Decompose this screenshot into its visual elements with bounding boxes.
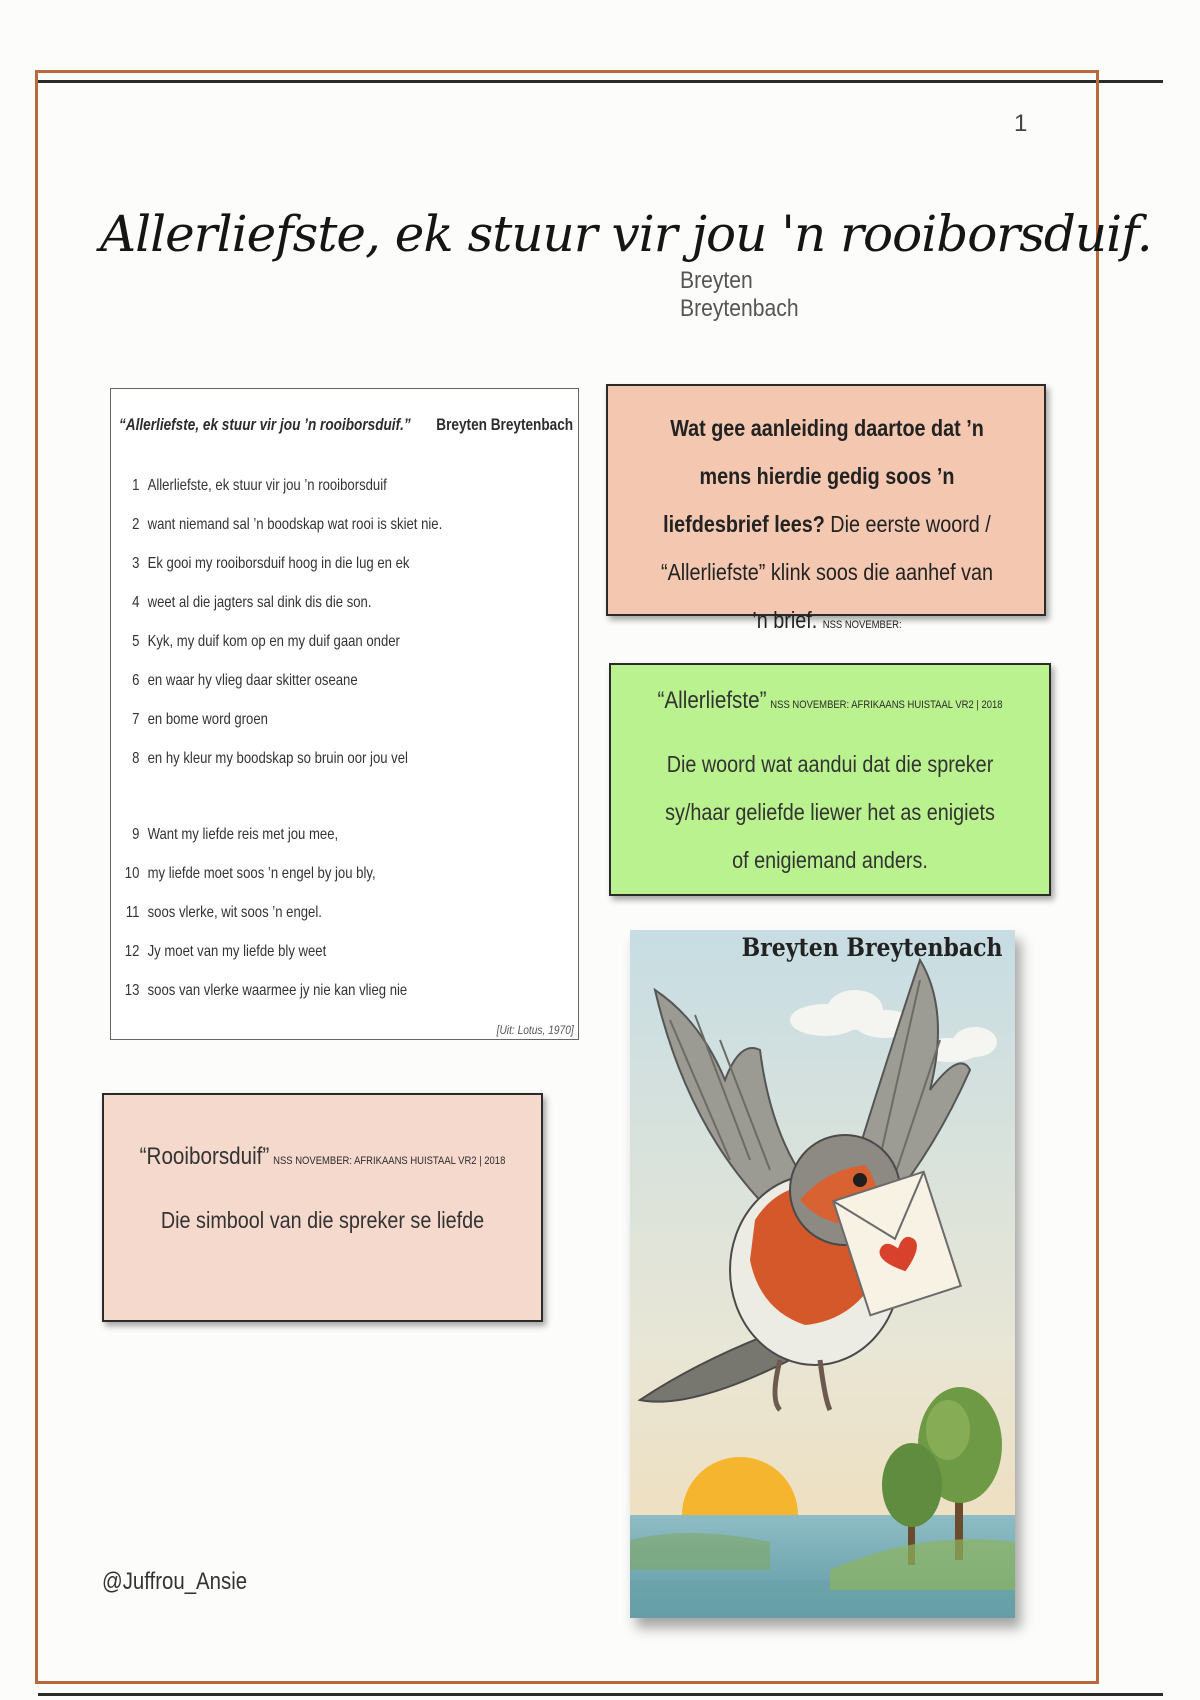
rooiborsduif-word: “Rooiborsduif”	[139, 1143, 270, 1170]
poem-line	[123, 672, 358, 690]
question-source-a: NSS NOVEMBER:	[822, 619, 902, 631]
poem-line-text: Jy moet van my liefde bly weet	[147, 943, 327, 960]
poem-line-number: 2	[132, 516, 140, 533]
poem-line-number: 9	[132, 826, 140, 843]
poem-line-number: 7	[132, 711, 140, 728]
allerliefste-card-heading	[642, 687, 1019, 715]
poem-line-number: 8	[132, 750, 140, 767]
allerliefste-source: NSS NOVEMBER: AFRIKAANS HUISTAAL VR2 | 2018	[770, 699, 1003, 711]
page-number: 1	[1014, 110, 1028, 137]
question-card-text	[651, 404, 1004, 679]
poem-line-text: Allerliefste, ek stuur vir jou ’n rooiborsduif	[147, 477, 387, 494]
poem-line	[123, 904, 322, 922]
poem-line	[123, 750, 408, 768]
allerliefste-definition: Die woord wat aandui dat die spreker sy/haar geliefde liewer het as enigiets of enigiemand anders.	[665, 751, 995, 873]
poem-line	[123, 477, 387, 495]
robin-with-letter-image	[630, 930, 1015, 1618]
illustration-caption: Breyten Breytenbach	[742, 933, 1003, 962]
poem-line-text: weet al die jagters sal dink dis die son.	[147, 594, 372, 611]
rooiborsduif-definition: Die simbool van die spreker se liefde	[160, 1207, 485, 1233]
poem-author: Breyten Breytenbach	[436, 415, 574, 434]
answer-text: Die eerste woord / “Allerliefste” klink soos die aanhef van ’n brief.	[660, 511, 994, 633]
poem-title: “Allerliefste, ek stuur vir jou ’n rooiborsduif.”	[119, 415, 411, 434]
poem-line	[123, 516, 442, 534]
poem-line	[123, 711, 268, 729]
allerliefste-word: “Allerliefste”	[657, 687, 767, 714]
author-handle: @Juffrou_Ansie	[102, 1568, 248, 1595]
rooiborsduif-source: NSS NOVEMBER: AFRIKAANS HUISTAAL VR2 | 2018	[273, 1155, 506, 1167]
rooiborsduif-card-heading	[135, 1143, 511, 1171]
poem-line	[123, 633, 400, 651]
poem-line	[123, 982, 407, 1000]
handwritten-title: Allerliefste, ek stuur vir jou 'n rooiborsduif.	[100, 205, 1152, 263]
poem-line-number: 1	[132, 477, 140, 494]
poem-line-text: soos van vlerke waarmee jy nie kan vlieg nie	[147, 982, 408, 999]
question-card	[606, 384, 1046, 633]
poem-line-number: 13	[124, 982, 140, 999]
robin-illustration	[630, 930, 1015, 1618]
poem-line-number: 6	[132, 672, 140, 689]
poem-line-number: 12	[124, 943, 140, 960]
poem-line-number: 3	[132, 555, 140, 572]
poem-line-number: 5	[132, 633, 140, 650]
poem-line-text: en bome word groen	[147, 711, 268, 728]
poem-line-text: want niemand sal ’n boodskap wat rooi is skiet nie.	[147, 516, 443, 533]
poem-line-text: en hy kleur my boodskap so bruin oor jou vel	[147, 750, 408, 767]
poem-line	[123, 943, 326, 961]
poem-line	[123, 865, 376, 883]
poem-line	[123, 826, 338, 844]
allerliefste-card	[609, 663, 1051, 896]
poem-source: [Uit: Lotus, 1970]	[496, 1023, 574, 1037]
bottom-rule	[38, 1693, 1163, 1696]
poem-header	[119, 415, 573, 435]
question-text: Wat gee aanleiding daartoe dat ’n mens hierdie gedig soos ’n liefdesbrief lees?	[663, 415, 984, 537]
poem-line-number: 10	[124, 865, 140, 882]
poem-line-text: Want my liefde reis met jou mee,	[147, 826, 339, 843]
poem-line-text: soos vlerke, wit soos ’n engel.	[147, 904, 322, 921]
poem-line-text: Ek gooi my rooiborsduif hoog in die lug en ek	[147, 555, 410, 572]
title-author: Breyten Breytenbach	[680, 267, 799, 322]
poem-line-text: Kyk, my duif kom op en my duif gaan onder	[147, 633, 400, 650]
poem-line-text: my liefde moet soos ’n engel by jou bly,	[147, 865, 376, 882]
poem-line	[123, 555, 409, 573]
page-title	[100, 205, 1152, 335]
poem-line-text: en waar hy vlieg daar skitter oseane	[147, 672, 358, 689]
poem-box	[110, 388, 579, 1040]
poem-line-number: 11	[125, 904, 140, 921]
poem-line	[123, 594, 371, 612]
rooiborsduif-card	[102, 1093, 543, 1322]
poem-line-number: 4	[132, 594, 140, 611]
